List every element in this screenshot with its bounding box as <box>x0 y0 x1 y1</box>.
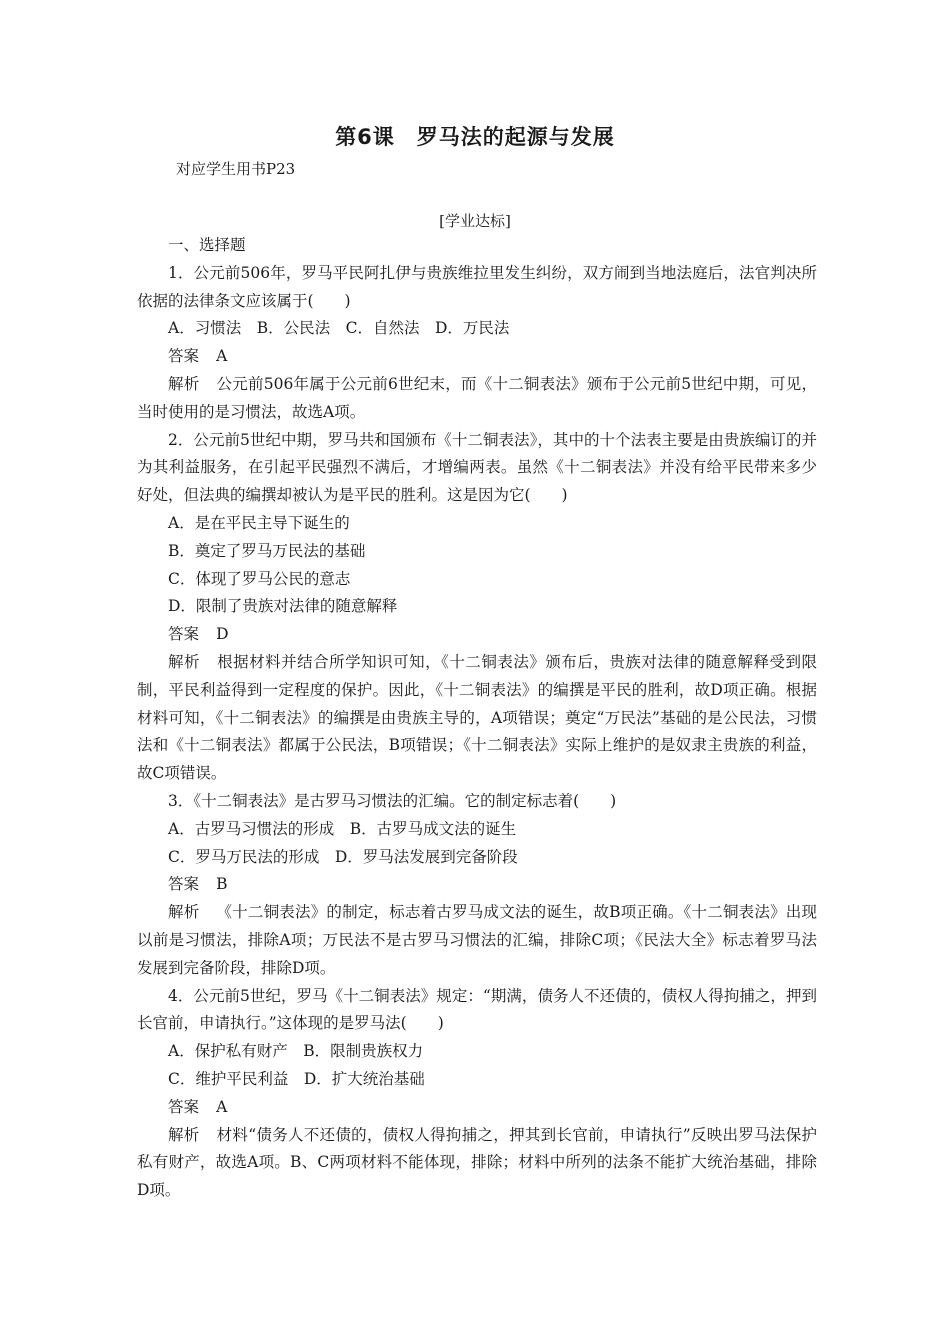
question-stem-1: 1．公元前506年，罗马平民阿扎伊与贵族维拉里发生纠纷，双方闹到当地法庭后，法官判决所依据的法律条文应该属于( ) <box>137 263 817 310</box>
analysis-label: 解析 <box>168 652 201 671</box>
answer-label: 答案 <box>168 875 200 894</box>
question-option-2d: D．限制了贵族对法律的随意解释 <box>168 597 398 616</box>
answer-value: B <box>216 875 228 894</box>
question-stem-4: 4．公元前5世纪，罗马《十二铜表法》规定：“期满，债务人不还债的，债权人得拘捕之，押到长官前，申请执行。”这体现的是罗马法( ) <box>137 986 817 1033</box>
question-stem-3: 3．《十二铜表法》是古罗马习惯法的汇编。它的制定标志着( ) <box>168 791 617 810</box>
question-stem-2: 2．公元前5世纪中期，罗马共和国颁布《十二铜表法》，其中的十个法表主要是由贵族编订的并为其利益服务，在引起平民强烈不满后，才增编两表。虽然《十二铜表法》并没有给平民带来多少好处，但法典的编撰却被认为是平民的胜利。这是因为它( ) <box>137 430 817 505</box>
answer-label: 答案 <box>168 625 200 644</box>
analysis-text: 《十二铜表法》的制定，标志着古罗马成文法的诞生，故B项正确。《十二铜表法》出现以前是习惯法，排除A项；万民法不是古罗马习惯法的汇编，排除C项；《民法大全》标志着罗马法发展到完备阶段，排除D项。 <box>137 903 817 977</box>
answer-line-2 <box>137 621 817 649</box>
answer-value: A <box>216 1097 228 1116</box>
content-body <box>137 232 817 1205</box>
answer-line-1 <box>137 343 817 371</box>
analysis-text: 根据材料并结合所学知识可知，《十二铜表法》颁布后，贵族对法律的随意解释受到限制，平民利益得到一定程度的保护。因此，《十二铜表法》的编撰是平民的胜利，故D项正确。根据材料可知，《十二铜表法》的编撰是由贵族主导的，A项错误；奠定“万民法”基础的是公民法，习惯法和《十二铜表法》都属于公民法，B项错误；《十二铜表法》实际上维护的是奴隶主贵族的利益，故C项错误。 <box>137 652 817 783</box>
analysis-label: 解析 <box>168 374 200 393</box>
question-options-1: A．习惯法 B．公民法 C．自然法 D．万民法 <box>168 319 510 338</box>
analysis-label: 解析 <box>168 903 200 922</box>
question-options-4ab: A．保护私有财产 B．限制贵族权力 <box>168 1042 424 1061</box>
answer-line-4 <box>137 1094 817 1122</box>
analysis-4 <box>137 1122 817 1205</box>
lesson-title: 第6课 罗马法的起源与发展 <box>335 125 615 149</box>
question-option-2a: A．是在平民主导下诞生的 <box>168 513 350 532</box>
book-reference: 对应学生用书P23 <box>176 160 296 178</box>
answer-value: D <box>216 625 229 644</box>
part-heading: 一、选择题 <box>168 236 246 254</box>
question-options-3ab: A．古罗马习惯法的形成 B．古罗马成文法的诞生 <box>168 819 517 838</box>
analysis-label: 解析 <box>168 1125 200 1144</box>
section-heading: [学业达标] <box>439 212 511 230</box>
question-option-2c: C．体现了罗马公民的意志 <box>168 569 351 588</box>
answer-line-3 <box>137 871 817 899</box>
analysis-text: 材料“债务人不还债的，债权人得拘捕之，押其到长官前，申请执行”反映出罗马法保护私有财产，故选A项。B、C两项材料不能体现，排除；材料中所列的法条不能扩大统治基础，排除D项。 <box>137 1125 817 1200</box>
analysis-2 <box>137 649 817 788</box>
question-options-3cd: C．罗马万民法的形成 D．罗马法发展到完备阶段 <box>168 847 518 866</box>
answer-value: A <box>216 347 228 366</box>
analysis-1 <box>137 371 817 427</box>
answer-label: 答案 <box>168 1097 200 1116</box>
question-option-2b: B．奠定了罗马万民法的基础 <box>168 541 366 560</box>
answer-label: 答案 <box>168 347 200 366</box>
question-options-4cd: C．维护平民利益 D．扩大统治基础 <box>168 1069 425 1088</box>
analysis-text: 公元前506年属于公元前6世纪末，而《十二铜表法》颁布于公元前5世纪中期，可见，当时使用的是习惯法，故选A项。 <box>137 374 817 421</box>
analysis-3 <box>137 899 817 982</box>
